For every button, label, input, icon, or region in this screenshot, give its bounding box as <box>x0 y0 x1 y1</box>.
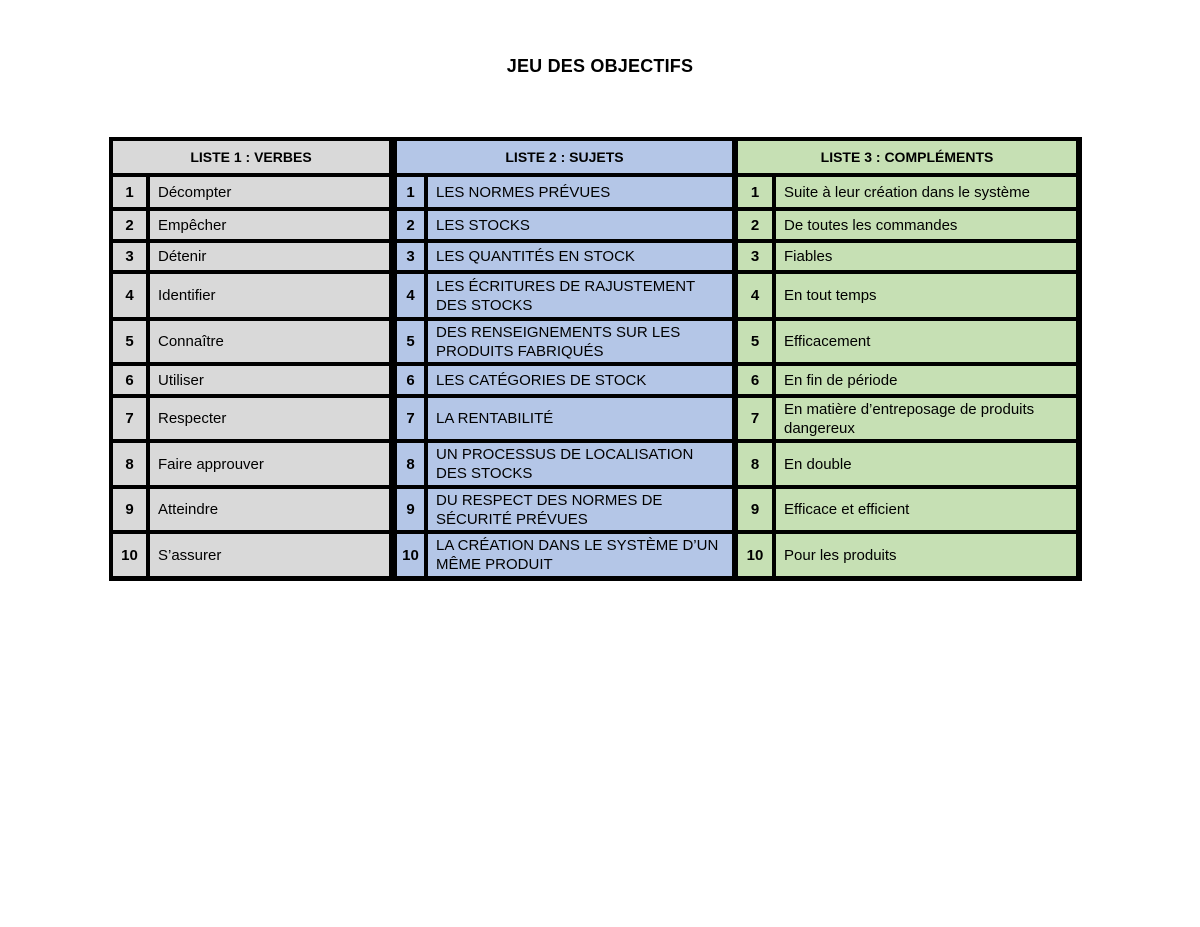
list-1-item-number: 3 <box>113 243 146 270</box>
list-3-item-number: 6 <box>738 366 772 394</box>
list-3-item-text: En double <box>776 443 1076 485</box>
list-2-item-text: LES STOCKS <box>428 211 732 239</box>
list-3-item-number: 7 <box>738 398 772 439</box>
list-1-item-text: Empêcher <box>150 211 389 239</box>
list-2-item-number: 4 <box>397 274 424 317</box>
list-3-header: LISTE 3 : COMPLÉMENTS <box>738 141 1076 173</box>
list-2-item-text: UN PROCESSUS DE LOCALISATION DES STOCKS <box>428 443 732 485</box>
list-3-item-text: Efficace et efficient <box>776 489 1076 530</box>
list-3-item-text: Suite à leur création dans le système <box>776 177 1076 207</box>
list-2-item-text: LES CATÉGORIES DE STOCK <box>428 366 732 394</box>
list-1-item-text: S’assurer <box>150 534 389 576</box>
list-2-item-number: 2 <box>397 211 424 239</box>
list-1-item-text: Respecter <box>150 398 389 439</box>
list-1-item-number: 10 <box>113 534 146 576</box>
list-1-item-number: 9 <box>113 489 146 530</box>
list-3-item-text: En tout temps <box>776 274 1076 317</box>
list-1-item-text: Faire approuver <box>150 443 389 485</box>
objectives-table <box>109 137 1082 581</box>
list-2-header: LISTE 2 : SUJETS <box>397 141 732 173</box>
list-1-item-text: Décompter <box>150 177 389 207</box>
list-3-item-number: 2 <box>738 211 772 239</box>
list-2-item-text: LES NORMES PRÉVUES <box>428 177 732 207</box>
list-3-item-number: 8 <box>738 443 772 485</box>
list-3-item-number: 1 <box>738 177 772 207</box>
list-3-item-number: 10 <box>738 534 772 576</box>
list-3-item-number: 3 <box>738 243 772 270</box>
list-3-item-text: Pour les produits <box>776 534 1076 576</box>
list-3-item-number: 4 <box>738 274 772 317</box>
list-2-item-number: 10 <box>397 534 424 576</box>
page-title: JEU DES OBJECTIFS <box>506 56 694 76</box>
list-3-item-number: 9 <box>738 489 772 530</box>
list-3-item-text: Fiables <box>776 243 1076 270</box>
list-1-item-number: 8 <box>113 443 146 485</box>
list-2-item-number: 1 <box>397 177 424 207</box>
list-2-item-text: LA CRÉATION DANS LE SYSTÈME D’UN MÊME PRODUIT <box>428 534 732 576</box>
list-2-item-number: 8 <box>397 443 424 485</box>
list-1-item-text: Connaître <box>150 321 389 362</box>
list-2-item-text: LES QUANTITÉS EN STOCK <box>428 243 732 270</box>
list-1-header: LISTE 1 : VERBES <box>113 141 389 173</box>
list-1-item-number: 7 <box>113 398 146 439</box>
list-3-item-number: 5 <box>738 321 772 362</box>
list-1-item-text: Atteindre <box>150 489 389 530</box>
list-2-item-number: 3 <box>397 243 424 270</box>
list-2-item-number: 7 <box>397 398 424 439</box>
list-1-item-number: 5 <box>113 321 146 362</box>
list-1-item-text: Utiliser <box>150 366 389 394</box>
list-1-item-number: 2 <box>113 211 146 239</box>
list-3-item-text: Efficacement <box>776 321 1076 362</box>
list-2-item-text: LES ÉCRITURES DE RAJUSTEMENT DES STOCKS <box>428 274 732 317</box>
list-2-item-number: 5 <box>397 321 424 362</box>
list-2-item-text: DES RENSEIGNEMENTS SUR LES PRODUITS FABRIQUÉS <box>428 321 732 362</box>
list-2-item-number: 6 <box>397 366 424 394</box>
list-1-item-number: 4 <box>113 274 146 317</box>
list-3-item-text: En matière d’entreposage de produits dangereux <box>776 398 1076 439</box>
list-2-item-text: DU RESPECT DES NORMES DE SÉCURITÉ PRÉVUES <box>428 489 732 530</box>
list-1-item-number: 1 <box>113 177 146 207</box>
list-1-item-text: Identifier <box>150 274 389 317</box>
list-2-item-text: LA RENTABILITÉ <box>428 398 732 439</box>
list-1-item-text: Détenir <box>150 243 389 270</box>
list-3-item-text: En fin de période <box>776 366 1076 394</box>
list-1-item-number: 6 <box>113 366 146 394</box>
list-3-item-text: De toutes les commandes <box>776 211 1076 239</box>
list-2-item-number: 9 <box>397 489 424 530</box>
